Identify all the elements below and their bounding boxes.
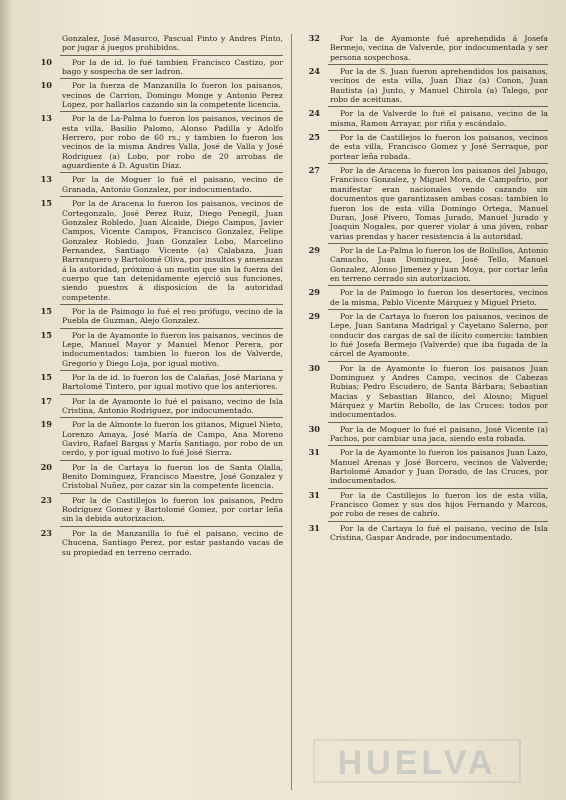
- entry-divider: [60, 111, 283, 112]
- entry-day-number: 15: [40, 329, 52, 340]
- entry-divider: [328, 445, 548, 446]
- report-entry: [302, 491, 548, 519]
- entry-day-number: 24: [308, 108, 320, 119]
- entry-divider: [328, 285, 548, 286]
- report-entry: [302, 166, 548, 241]
- entry-text: Por la de Valverde lo fué el paisano, vecino de la misma, Ramon Arrayar, por riña y escándalo.: [330, 109, 548, 128]
- entry-day-number: 23: [40, 527, 52, 538]
- entry-text: Por la de id. lo fué tambien Francisco Castizo, por bago y sospecha de ser ladron.: [62, 57, 283, 77]
- report-entry: [34, 373, 283, 392]
- entry-text: Por la de Cartaya lo fué el paisano, vecino de Isla Cristina, Gaspar Andrade, por indocumentado.: [330, 523, 548, 543]
- entry-day-number: 23: [40, 494, 52, 505]
- entry-text: Por la de Castillejos lo fueron los paisanos, Pedro Rodriguez Gomez y Bartolomé Gomez, por cortar leña sin la debida autorizacion.: [62, 495, 283, 524]
- entry-day-number: 32: [308, 34, 320, 43]
- entry-divider: [60, 526, 283, 527]
- report-entry: [34, 529, 283, 557]
- entry-day-number: 15: [40, 372, 52, 382]
- entry-day-number: 29: [308, 287, 320, 298]
- entry-text: Por la de id. lo fueron los de Calañas, José Mariana y Bartolomé Tintero, por igual motivo que los anteriores.: [62, 373, 283, 392]
- entry-text: Por la de Ayamonte lo fueron los paisanos Juan Dominguez y Andres Campo, vecinos de Cabezas Rubias; Pedro Escudero, de Santa Bárbara; Sebastian Macias y Sebastian Blanco, del Alosno; Miguel Márquez y Martin Rebollo, de las Cruces: todos por indocumentados.: [330, 363, 548, 420]
- entry-day-number: 13: [40, 174, 52, 185]
- entry-day-number: 17: [40, 395, 52, 406]
- report-entry: [302, 524, 548, 543]
- report-entry: [302, 448, 548, 485]
- report-entry: [34, 331, 283, 368]
- report-entry: [302, 67, 548, 104]
- entry-text: Por la de Manzanilla lo fué el paisano, vecino de Chucena, Santiago Perez, por estar pastando vacas de su propiedad en terreno cerrado.: [62, 528, 283, 557]
- entry-divider: [328, 64, 548, 65]
- entry-text: Por la de Ayamonte lo fueron los paisanos Juan Lazo, Manuel Arenas y José Borcero, vecinos de Valverde; Bartolomé Amador y Juan Dorado, de las Cruces, por indocumentados.: [330, 448, 548, 486]
- report-entry: [34, 175, 283, 194]
- report-entry: [34, 496, 283, 524]
- entry-divider: [60, 460, 283, 461]
- entry-day-number: 25: [308, 132, 320, 143]
- report-entry: [302, 109, 548, 128]
- report-entry: [302, 312, 548, 359]
- entry-day-number: 30: [308, 362, 320, 373]
- entry-day-number: 27: [308, 165, 320, 176]
- entry-divider: [328, 361, 548, 362]
- entry-text: Por la de Castillejos lo fueron los de esta villa, Francisco Gomez y sus dos hijos Fernando y Marcos, por robo de reses de cabrío.: [330, 490, 548, 519]
- entry-text: Por la de Aracena lo fueron los paisanos, vecinos de Cortegonzalo, José Perez Ruiz, Diego Penegil, Juan Gonzalez Robledo, Juan Alcaide, Diego Campos, Javier Campos, Vicente Campos, Francisco Gonzalez, Felipe Gonzalez Robledo, Juan Gonzalez Lobo, Marcelino Fernandez, Santiago Vicente (a) Calabaza, Juan Barranquero y Bartolomé Oliva, por insultos y amenazas á la autoridad, próximo á un motin que sin la fuerza del cuerpo que tan detenidamente ejerció sus funciones, siendo puestos á disposicion de la autoridad competente.: [62, 199, 283, 302]
- entry-day-number: 13: [40, 113, 52, 124]
- entry-day-number: 31: [308, 447, 320, 458]
- entry-divider: [60, 328, 283, 329]
- entry-text: Por la de S. Juan fueron aprehendidos los paisanos, vecinos de esta villa, Juan Diaz (a) Conon, Juan Bautista (a) Junto, y Manuel Chirola (a) Talego, por robo de aceitunas.: [330, 67, 548, 105]
- entry-day-number: 19: [40, 419, 52, 430]
- entry-day-number: 31: [308, 489, 320, 500]
- entry-text: Por la de Ayamonte fué aprehendida á Josefa Bermejo, vecina de Valverde, por indocumentada y ser persona sospechosa.: [330, 34, 548, 62]
- entry-divider: [60, 417, 283, 418]
- entry-divider: [328, 130, 548, 131]
- entry-text: Por la de Ayamonte lo fueron los paisanos, vecinos de Lepe, Manuel Mayor y Manuel Menor Perera, por indocumentados: tambien lo fueron los de Valverde, Gregorio y Diego Loja, por igual motivo.: [62, 330, 283, 368]
- report-entry: [302, 425, 548, 444]
- page-binding-shadow: [0, 0, 12, 800]
- entry-divider: [328, 243, 548, 244]
- entry-divider: [60, 78, 283, 79]
- report-entry: [34, 307, 283, 326]
- entry-divider: [328, 488, 548, 489]
- report-entry: [302, 246, 548, 283]
- entry-text: Por la de La-Palma lo fueron los de Bollullos, Antonio Camacho, Juan Dominguez, José Tello, Manuel Gonzalez, Alonso Jimenez y Juan Moya, por cortar leña en terreno cerrado sin autorizacion.: [330, 245, 548, 283]
- entry-day-number: 15: [40, 305, 52, 316]
- report-entry: [302, 133, 548, 161]
- report-entry: [34, 199, 283, 302]
- entry-day-number: 10: [40, 56, 52, 67]
- entry-day-number: 29: [308, 310, 320, 321]
- entry-divider: [60, 370, 283, 371]
- entry-divider: [60, 493, 283, 494]
- entry-text: Por la de Paimogo lo fueron los desertores, vecinos de la misma, Pablo Vicente Márquez y Miguel Prieto.: [330, 288, 548, 307]
- entry-divider: [328, 163, 548, 164]
- entry-day-number: 29: [308, 244, 320, 255]
- entry-day-number: 31: [308, 522, 320, 533]
- entry-day-number: 30: [308, 423, 320, 434]
- entry-divider: [60, 196, 283, 197]
- entry-day-number: 24: [308, 66, 320, 77]
- right-column: [291, 34, 548, 790]
- entry-text: Por la de Paimogo lo fué el reo prófugo, vecino de la Puebla de Guzman, Alejo Gonzalez.: [62, 306, 283, 326]
- entry-text: Gonzalez, José Masurco, Pascual Pinto y Andres Pinto, por jugar á juegos prohibidos.: [62, 34, 283, 53]
- entry-divider: [328, 521, 548, 522]
- watermark-text: HUELVA: [337, 744, 497, 782]
- entry-divider: [60, 304, 283, 305]
- entry-day-number: 20: [40, 461, 52, 472]
- report-entry: [34, 114, 283, 170]
- entry-text: Por la de La-Palma lo fueron los paisanos, vecinos de esta villa, Basilio Palomo, Alonso Padilla y Adolfo Herrero, por robo de 60 rs.; y tambien lo fueron los vecinos de la misma Andres Valla, José de Valla y José Rodriguez (a) Lobo, por robo de 20 arrobas de aguardiente á D. Agustin Diaz.: [62, 114, 283, 171]
- entry-divider: [60, 172, 283, 173]
- report-entry: [302, 34, 548, 62]
- entry-text: Por la de Cartaya lo fueron los paisanos, vecinos de Lepe, Juan Santana Madrigal y Cayetano Salerno, por conducir dos cargas de sal de ilícito comercio: tambien lo fué Josefa Bermejo (Valverde) que iba fugada de la cárcel de Ayamonte.: [330, 311, 548, 359]
- report-entry: [302, 288, 548, 307]
- entry-text: Por la fuerza de Manzanilla lo fueron los paisanos, vecinos de Carrion, Domingo Monge y Antonio Perez Lopez, por hallarlos cazando sin la competente licencia.: [62, 81, 283, 110]
- report-entry: [302, 364, 548, 420]
- two-column-body: [34, 34, 548, 790]
- entry-day-number: 15: [40, 198, 52, 209]
- entry-text: Por la de Ayamonte lo fué el paisano, vecino de Isla Cristina, Antonio Rodriguez, por indocumentado.: [62, 396, 283, 416]
- entry-text: Por la de Cartaya lo fueron los de Santa Olalla, Benito Dominguez, Francisco Maestre, José Gonzalez y Cristobal Nuñez, por cazar sin la competente licencia.: [62, 462, 283, 491]
- report-entry: [34, 463, 283, 491]
- entry-text: Por la de Aracena lo fueron los paisanos del Jabugo, Francisco Gonzalez, y Miguel Mora, de Campofrio, por manifestar eran nacionales vendo cazando sin documentos que garantizasen ambas cosas: tambien lo fueron los de esta villa Domingo Ortega, Manuel Duran, José Pivero, Tomas Jurado, Manuel Jurado y Joaquin Nogales, por querer violar á una jóven, robar varias prendas y hacer resistencia á la autoridad.: [330, 166, 548, 241]
- entry-divider: [328, 422, 548, 423]
- report-entry: [34, 58, 283, 77]
- left-column: [34, 34, 291, 790]
- entry-divider: [60, 55, 283, 56]
- entry-day-number: 10: [40, 80, 52, 91]
- report-entry: [34, 34, 283, 53]
- entry-text: Por la de Moguer lo fué el paisano, vecino de Granada, Antonio Gonzalez, por indocumentado.: [62, 175, 283, 194]
- report-entry: [34, 420, 283, 457]
- entry-text: Por la de Castillejos lo fueron los paisanos, vecinos de esta villa, Francisco Gomez y José Serraque, por portear leña robada.: [330, 133, 548, 161]
- report-entry: [34, 397, 283, 416]
- entry-divider: [60, 394, 283, 395]
- entry-text: Por la de Moguer lo fué el paisano, José Vicente (a) Pachos, por cambiar una jaca, siendo esta robada.: [330, 424, 548, 444]
- entry-divider: [328, 309, 548, 310]
- report-entry: [34, 81, 283, 109]
- entry-divider: [328, 106, 548, 107]
- entry-text: Por la de Almonte lo fueron los gitanos, Miguel Nieto, Lorenzo Amaya, José María de Campo, Ana Moreno Gaviro, Rafael Bargas y María Santiago, por robo de un cerdo, y por igual motivo lo fué José Sierra.: [62, 420, 283, 458]
